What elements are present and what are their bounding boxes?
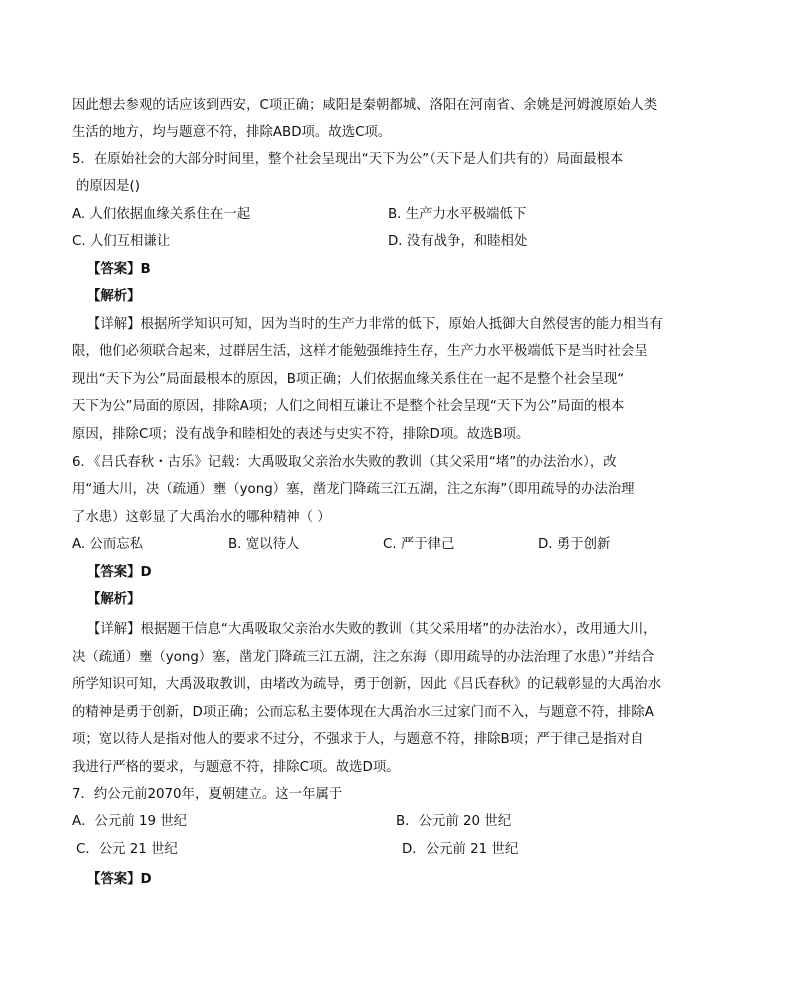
q6-stem-line-1: 6．《吕氏春秋・古乐》记载：大禹吸取父亲治水失败的教训（其父采用“堵”的办法治水），改	[72, 455, 617, 470]
q6-detail-line-1: 【详解】根据题干信息“大禹吸取父亲治水失败的教训（其父采用堵”的办法治水），改用通大川，	[87, 622, 657, 637]
q7-answer: 【答案】D	[87, 872, 152, 887]
prev-text-line-1: 因此想去参观的话应该到西安，C项正确；咸阳是秦朝都城、洛阳在河南省、余姚是河姆渡原始人类	[72, 98, 658, 113]
q6-detail-line-6: 我进行严格的要求，与题意不符，排除C项。故选D项。	[72, 760, 400, 775]
q6-stem-line-2: 用“通大川，决（疏通）壅（yong）塞，凿龙门降疏三江五湖，注之东海”（即用疏导的办法治理	[72, 482, 635, 497]
q7-option-d: D．公元前 21 世纪	[402, 842, 519, 857]
q5-detail-line-4: 天下为公”局面的原因，排除A项；人们之间相互谦让不是整个社会呈现“天下为公”局面的根本	[72, 399, 625, 414]
q6-stem-line-3: 了水患）这彰显了大禹治水的哪种精神（ ）	[72, 510, 331, 525]
q6-analysis-heading: 【解析】	[87, 592, 141, 607]
q5-detail-line-3: 现出“天下为公”局面最根本的原因，B项正确；人们依据血缘关系住在一起不是整个社会呈现“	[72, 372, 625, 387]
q6-option-c: C. 严于律己	[383, 537, 455, 552]
q5-detail-line-2: 限，他们必须联合起来，过群居生活，这样才能勉强维持生存，生产力水平极端低下是当时社会呈	[72, 344, 648, 359]
q5-option-a: A. 人们依据血缘关系住在一起	[72, 207, 251, 222]
q5-analysis-heading: 【解析】	[87, 289, 141, 304]
prev-text-line-2: 生活的地方，均与题意不符，排除ABD项。故选C项。	[72, 125, 392, 140]
q6-detail-line-4: 的精神是勇于创新，D项正确；公而忘私主要体现在大禹治水三过家门而不入，与题意不符，排除A	[72, 705, 654, 720]
q6-option-b: B. 宽以待人	[228, 537, 300, 552]
q6-detail-line-5: 项；宽以待人是指对他人的要求不过分，不强求于人，与题意不符，排除B项；严于律己是指对自	[72, 732, 644, 747]
q5-option-c: C. 人们互相谦让	[72, 234, 171, 249]
q6-option-a: A. 公而忘私	[72, 537, 143, 552]
q7-option-b: B．公元前 20 世纪	[396, 814, 512, 829]
q5-stem-line-1: 5．在原始社会的大部分时间里，整个社会呈现出“天下为公”（天下是人们共有的）局面最根本	[72, 152, 624, 167]
q6-answer: 【答案】D	[87, 565, 152, 580]
q5-option-d: D. 没有战争，和睦相处	[388, 234, 528, 249]
q6-detail-line-3: 所学知识可知，大禹汲取教训，由堵改为疏导，勇于创新，因此《吕氏春秋》的记载彰显的大禹治水	[72, 677, 662, 692]
q5-detail-line-1: 【详解】根据所学知识可知，因为当时的生产力非常的低下，原始人抵御大自然侵害的能力相当有	[87, 317, 663, 332]
q7-option-c: C．公元 21 世纪	[76, 842, 178, 857]
q6-option-d: D. 勇于创新	[538, 537, 611, 552]
q5-stem-line-2: 的原因是()	[76, 179, 141, 194]
q5-option-b: B. 生产力水平极端低下	[388, 207, 527, 222]
q5-answer: 【答案】B	[87, 262, 151, 277]
q5-detail-line-5: 原因，排除C项；没有战争和睦相处的表述与史实不符，排除D项。故选B项。	[72, 427, 530, 442]
q7-stem: 7．约公元前2070年，夏朝建立。这一年属于	[72, 787, 343, 802]
q6-detail-line-2: 决（疏通）壅（yong）塞，凿龙门降疏三江五湖，注之东海（即用疏导的办法治理了水患）”并结合	[72, 650, 655, 665]
q7-option-a: A．公元前 19 世纪	[72, 814, 188, 829]
